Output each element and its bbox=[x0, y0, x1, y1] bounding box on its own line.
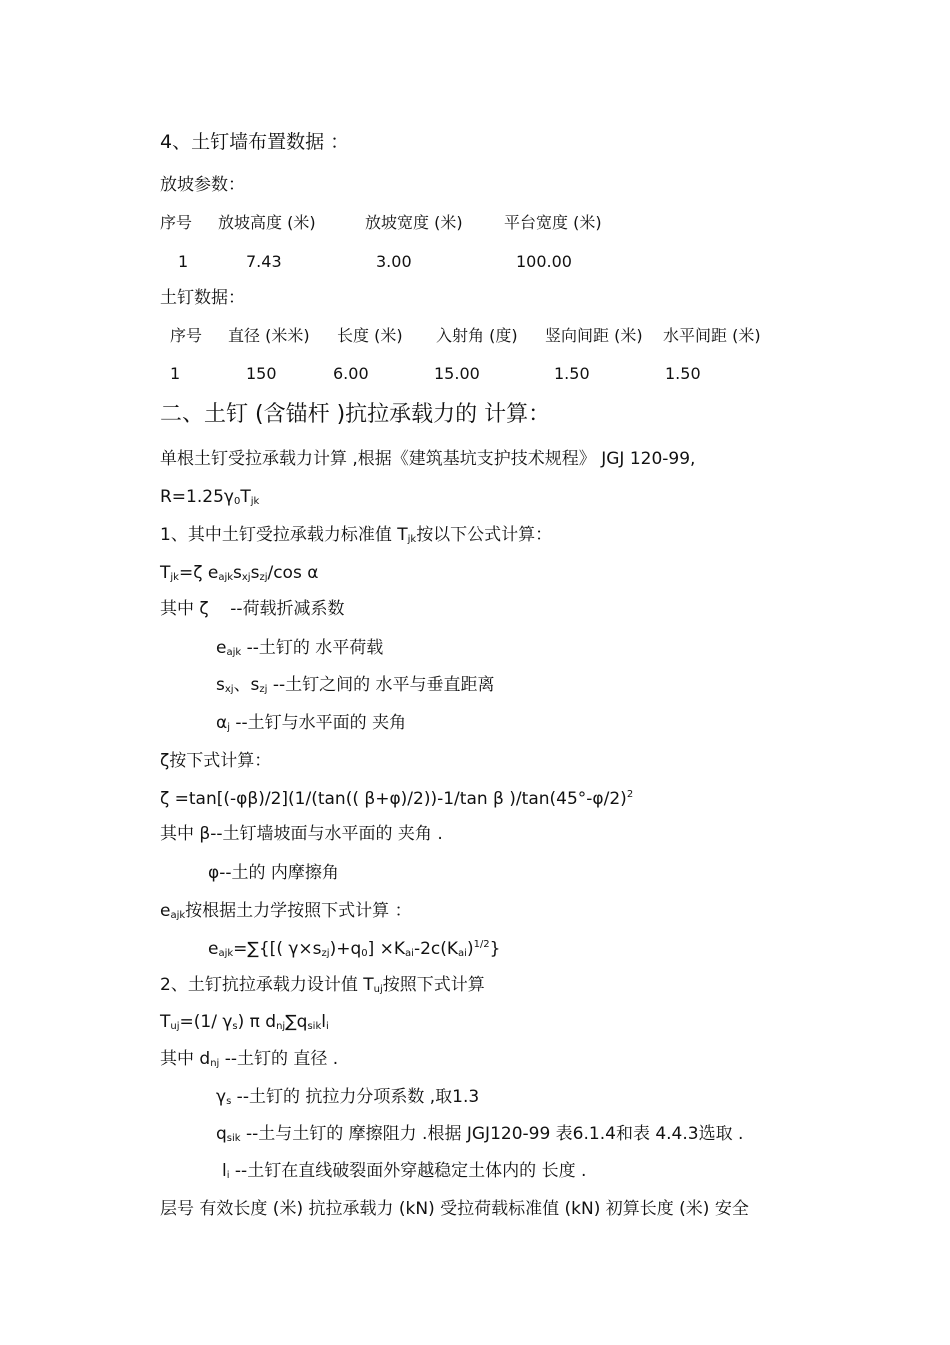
formula-eajk: $e_{ajk}=\sum${[( $\gamma\times s_{zj})+q_0] \times K_{ai}-2c(K_{ai})^{1/2}$} bbox=[208, 939, 501, 959]
definition: 其中 β--土钉墙坡面与水平面的 夹角 . bbox=[160, 824, 443, 844]
table-cell: 1.50 bbox=[665, 364, 701, 383]
table-cell: 3.00 bbox=[376, 252, 412, 271]
paragraph: $e_{ajk}$按根据土力学按照下式计算 ： bbox=[160, 901, 412, 921]
table-header: 水平间距 (米) bbox=[663, 326, 761, 345]
table-cell: 1 bbox=[178, 252, 189, 271]
table-header: 序号 bbox=[170, 326, 203, 345]
section-heading: 4、土钉墙布置数据 ： bbox=[160, 131, 350, 153]
formula-zeta: ζ =tan[(-φβ)/2](1/(tan(( β+φ)/2))-1/tan β )$/\tan(45^\circ-\varphi/2)^2$ bbox=[160, 789, 634, 809]
definition: 其中 ζ --荷载折减系数 bbox=[160, 599, 345, 619]
intro-text: 单根土钉受拉承载力计算 ,根据《建筑基坑支护技术规程》 JGJ 120-99, bbox=[160, 449, 696, 469]
paragraph: 1、其中土钉受拉承载力标准值 $T_{jk}$按以下公式计算： bbox=[160, 525, 553, 545]
definition: $e_{ajk}$ --土钉的 水平荷载 bbox=[216, 638, 384, 658]
table-header: 序号 bbox=[160, 213, 193, 232]
results-table-header: 层号 有效长度 (米) 抗拉承载力 (kN) 受拉荷载标准值 (kN) 初算长度 (米) 安全 bbox=[160, 1199, 749, 1219]
paragraph: ζ按下式计算： bbox=[160, 751, 272, 771]
table-header: 放坡宽度 (米) bbox=[365, 213, 463, 232]
formula-tjk: $T_{jk}=\zeta$ $e_{ajk}s_{xj}s_{zj}/\cos$ α bbox=[160, 563, 319, 583]
table-header: 直径 (米米) bbox=[228, 326, 310, 345]
definition: $q_{sik}$ --土与土钉的 摩擦阻力 .根据 JGJ120-99 表6.1.4和表 4.4.3选取 . bbox=[216, 1124, 744, 1144]
table-header: 平台宽度 (米) bbox=[504, 213, 602, 232]
definition: φ--土的 内摩擦角 bbox=[208, 863, 339, 883]
paragraph: 2、土钉抗拉承载力设计值 $T_{uj}$按照下式计算 bbox=[160, 975, 485, 995]
definition: $s_{xj}$、$s_{zj}$ --土钉之间的 水平与垂直距离 bbox=[216, 675, 495, 695]
formula-tuj: $T_{uj}=(1/$ $\gamma_s$) π $d_{nj}\sum q_{sik}l_i$ bbox=[160, 1012, 329, 1032]
definition: $\alpha_j$ --土钉与水平面的 夹角 bbox=[216, 713, 407, 733]
table-cell: 1 bbox=[170, 364, 181, 383]
table-header: 长度 (米) bbox=[337, 326, 403, 345]
definition: $\gamma_s$ --土钉的 抗拉力分项系数 ,取1.3 bbox=[216, 1087, 480, 1107]
nail-label: 土钉数据： bbox=[160, 288, 245, 308]
table-cell: 150 bbox=[246, 364, 277, 383]
table-cell: 1.50 bbox=[554, 364, 590, 383]
table-header: 竖向间距 (米) bbox=[545, 326, 643, 345]
formula-r: $R=1.25\gamma_0T_{jk}$ bbox=[160, 487, 260, 507]
table-cell: 15.00 bbox=[434, 364, 480, 383]
definition: $l_i$ --土钉在直线破裂面外穿越稳定土体内的 长度 . bbox=[222, 1161, 587, 1181]
definition: 其中 $d_{nj}$ --土钉的 直径 . bbox=[160, 1049, 339, 1069]
table-header: 放坡高度 (米) bbox=[218, 213, 316, 232]
table-header: 入射角 (度) bbox=[436, 326, 518, 345]
table-cell: 6.00 bbox=[333, 364, 369, 383]
section-heading: 二、土钉 (含锚杆 )抗拉承载力的 计算： bbox=[160, 402, 551, 427]
table-cell: 100.00 bbox=[516, 252, 572, 271]
slope-label: 放坡参数： bbox=[160, 175, 245, 195]
table-cell: 7.43 bbox=[246, 252, 282, 271]
